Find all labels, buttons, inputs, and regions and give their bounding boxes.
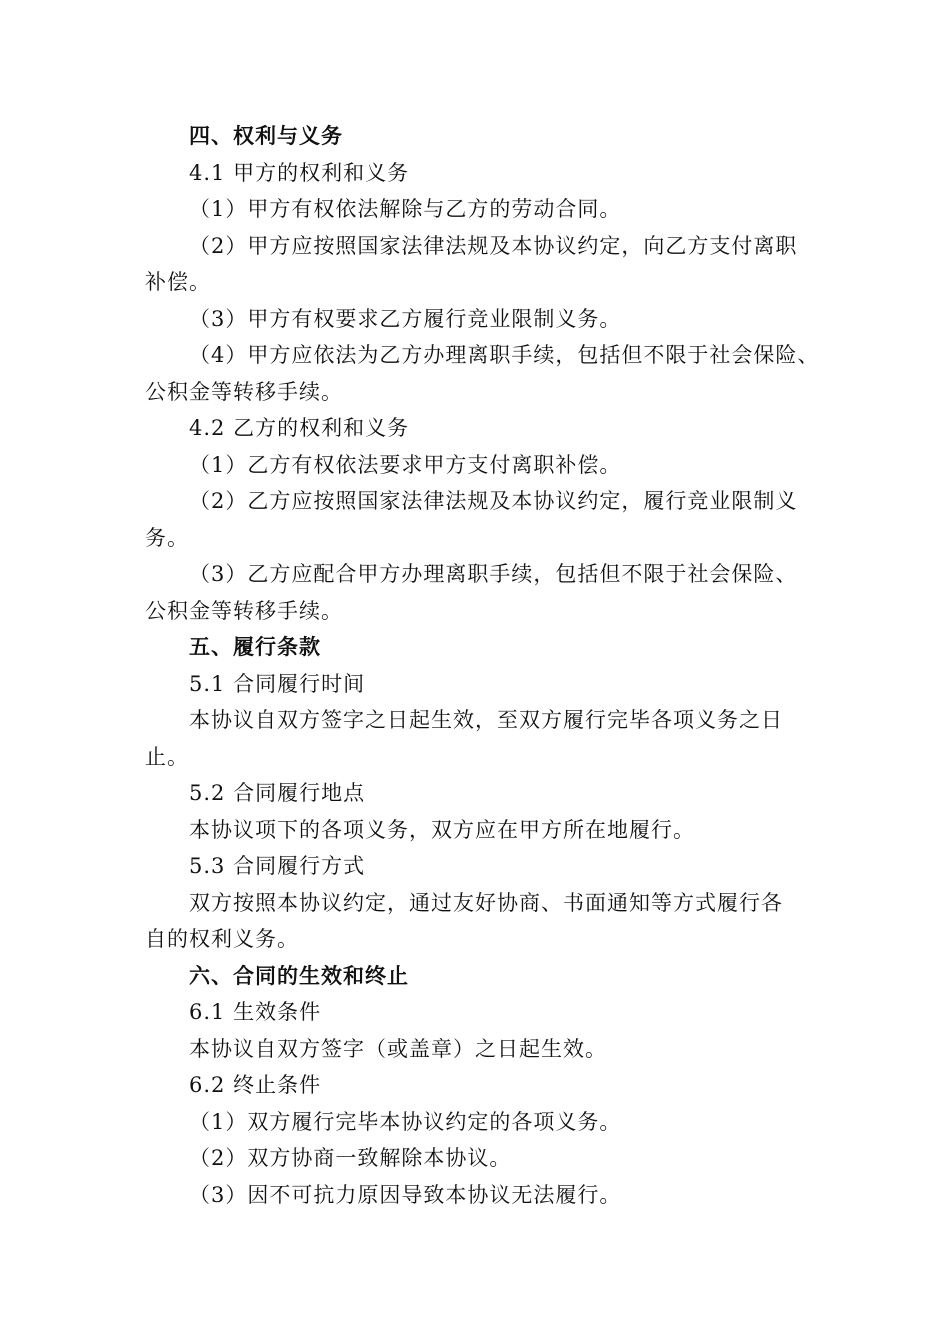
clause-4-1-2-line2: 补偿。 (145, 270, 211, 294)
paragraph-6-1: 本协议自双方签字（或盖章）之日起生效。 (189, 1036, 607, 1061)
clause-4-1-1: （1）甲方有权依法解除与乙方的劳动合同。 (189, 197, 622, 221)
document-page (145, 118, 835, 1213)
paragraph-5-3-line2: 自的权利义务。 (145, 927, 299, 951)
paragraph-5-2: 本协议项下的各项义务，双方应在甲方所在地履行。 (189, 817, 695, 842)
subsection-heading-6-2: 6.2 终止条件 (189, 1073, 322, 1097)
clause-4-1-3: （3）甲方有权要求乙方履行竞业限制义务。 (189, 306, 622, 331)
subsection-heading-4-1: 4.1 甲方的权利和义务 (189, 160, 410, 185)
subsection-heading-4-2: 4.2 乙方的权利和义务 (189, 416, 410, 440)
paragraph-5-3-line1: 双方按照本协议约定，通过友好协商、书面通知等方式履行各 (189, 890, 783, 915)
clause-4-1-4-line1: （4）甲方应依法为乙方办理离职手续，包括但不限于社会保险、 (189, 343, 820, 367)
clause-4-2-2-line2: 务。 (145, 525, 189, 550)
clause-4-2-3-line1: （3）乙方应配合甲方办理离职手续，包括但不限于社会保险、 (189, 562, 798, 586)
clause-6-2-3: （3）因不可抗力原因导致本协议无法履行。 (189, 1182, 622, 1207)
clause-6-2-2: （2）双方协商一致解除本协议。 (189, 1146, 512, 1170)
subsection-heading-5-1: 5.1 合同履行时间 (189, 671, 366, 696)
section-heading-6: 六、合同的生效和终止 (189, 963, 409, 988)
subsection-heading-5-2: 5.2 合同履行地点 (189, 781, 366, 805)
section-heading-5: 五、履行条款 (189, 635, 321, 659)
paragraph-5-1-line1: 本协议自双方签字之日起生效，至双方履行完毕各项义务之日 (189, 708, 783, 732)
subsection-heading-5-3: 5.3 合同履行方式 (189, 854, 366, 878)
clause-4-1-4-line2: 公积金等转移手续。 (145, 379, 343, 404)
clause-4-2-2-line1: （2）乙方应按照国家法律法规及本协议约定，履行竞业限制义 (189, 489, 798, 513)
clause-4-2-3-line2: 公积金等转移手续。 (145, 598, 343, 623)
clause-6-2-1: （1）双方履行完毕本协议约定的各项义务。 (189, 1109, 622, 1134)
subsection-heading-6-1: 6.1 生效条件 (189, 1000, 322, 1024)
section-heading-4: 四、权利与义务 (189, 124, 343, 148)
paragraph-5-1-line2: 止。 (145, 744, 189, 769)
clause-4-1-2-line1: （2）甲方应按照国家法律法规及本协议约定，向乙方支付离职 (189, 233, 798, 258)
clause-4-2-1: （1）乙方有权依法要求甲方支付离职补偿。 (189, 452, 622, 477)
